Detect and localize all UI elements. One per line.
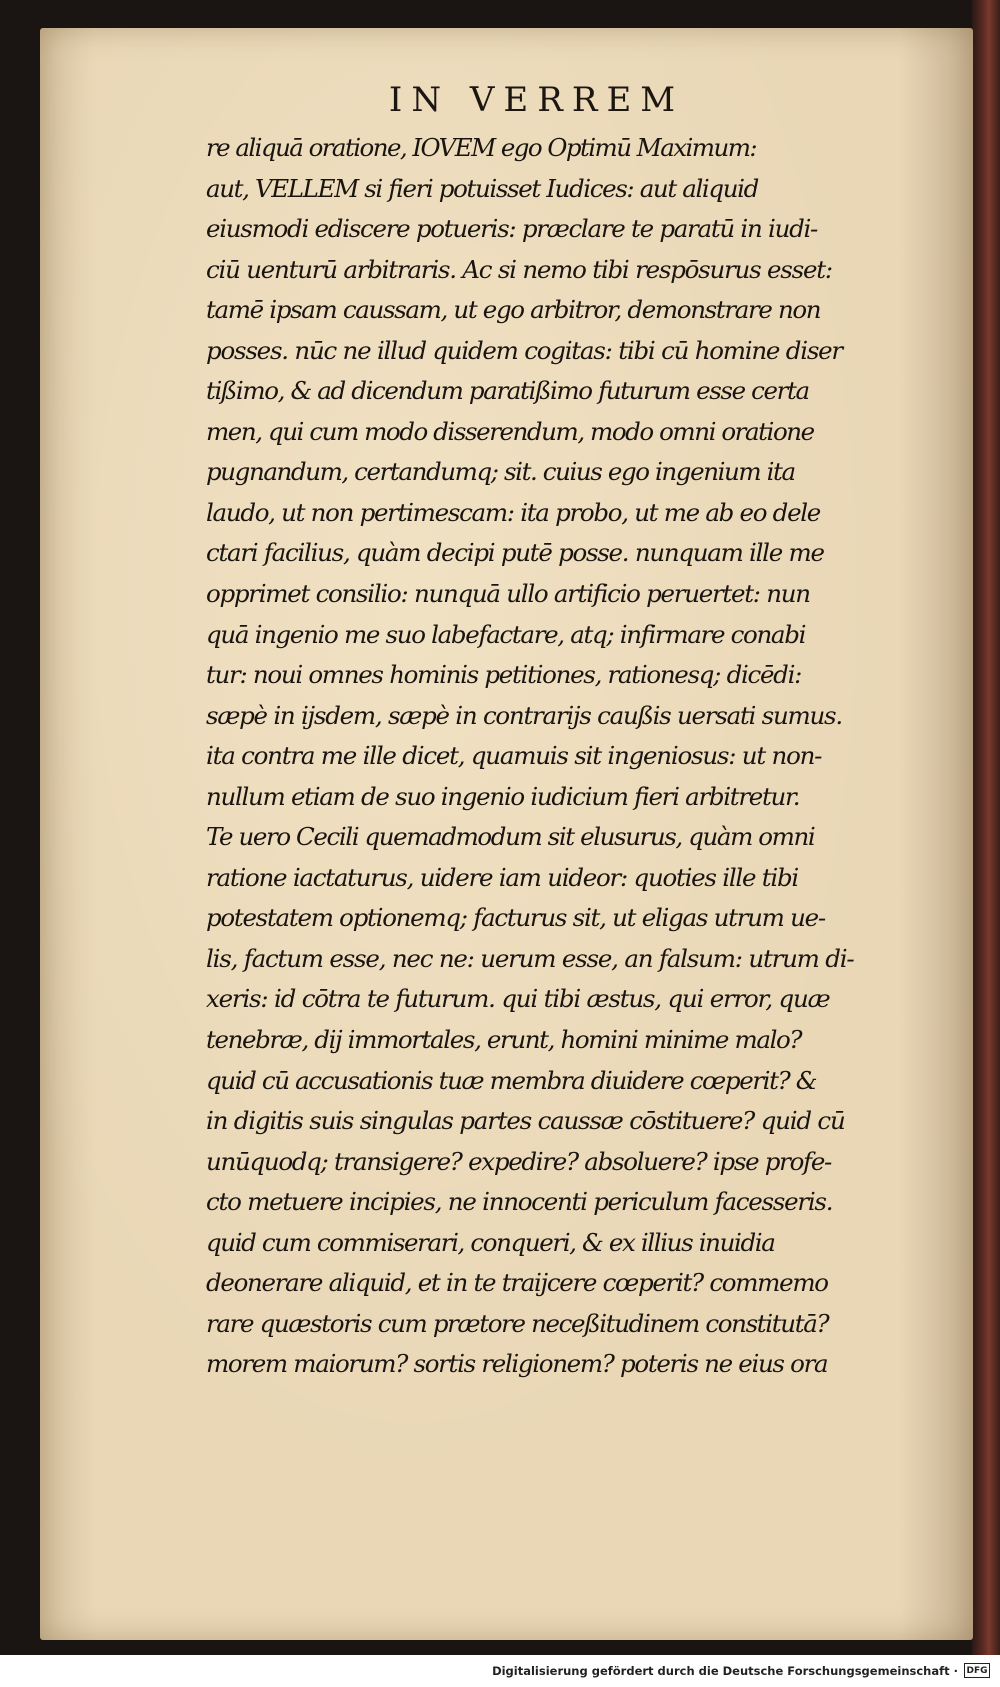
book-page bbox=[40, 28, 973, 1640]
text-line: ita contra me ille dicet, quamuis sit ingeniosus: ut non- bbox=[206, 741, 822, 771]
text-line: xeris: id cōtra te futurum. qui tibi æstus, qui error, quæ bbox=[206, 984, 830, 1014]
text-line: laudo, ut non pertimescam: ita probo, ut me ab eo dele bbox=[206, 497, 821, 527]
text-line: unūquodq; transigere? expedire? absoluere? ipse profe- bbox=[206, 1146, 832, 1176]
footer-bar bbox=[0, 1655, 1000, 1687]
book-binding-edge bbox=[972, 0, 1000, 1655]
text-line: quid cū accusationis tuæ membra diuidere cœperit? & bbox=[206, 1065, 817, 1095]
text-line: ctari facilius, quàm decipi putē posse. nunquam ille me bbox=[206, 538, 824, 568]
text-line: tur: noui omnes hominis petitiones, rationesq; dicēdi: bbox=[206, 660, 802, 690]
text-line: pugnandum, certandumq; sit. cuius ego ingenium ita bbox=[206, 457, 795, 487]
text-line: nullum etiam de suo ingenio iudicium fieri arbitretur. bbox=[206, 781, 800, 811]
text-line: lis, factum esse, nec ne: uerum esse, an falsum: utrum di- bbox=[206, 943, 854, 973]
text-line: quā ingenio me suo labefactare, atq; infirmare conabi bbox=[206, 619, 806, 649]
text-line: quid cum commiserari, conqueri, & ex illius inuidia bbox=[206, 1227, 775, 1257]
text-line: posses. nūc ne illud quidem cogitas: tibi cū homine diser bbox=[206, 335, 842, 365]
text-line: re aliquā oratione, IOVEM ego Optimū Maximum: bbox=[206, 133, 757, 162]
dfg-logo: DFG bbox=[964, 1663, 990, 1678]
text-line: in digitis suis singulas partes caussæ cōstituere? quid cū bbox=[206, 1106, 845, 1136]
text-line: ciū uenturū arbitraris. Ac si nemo tibi respōsurus esset: bbox=[206, 254, 832, 284]
text-line: tamē ipsam caussam, ut ego arbitror, demonstrare non bbox=[206, 295, 821, 325]
text-line: tißimo, & ad dicendum paratißimo futurum esse certa bbox=[206, 376, 809, 406]
text-line: opprimet consilio: nunquā ullo artificio peruertet: nun bbox=[206, 579, 810, 609]
text-line: rare quæstoris cum prætore neceßitudinem constitutā? bbox=[206, 1308, 829, 1338]
text-line: aut, VELLEM si fieri potuisset Iudices: aut aliquid bbox=[206, 173, 758, 203]
text-line: deonerare aliquid, et in te traijcere cœperit? commemo bbox=[206, 1268, 828, 1298]
text-line: eiusmodi ediscere potueris: præclare te paratū in iudi- bbox=[206, 214, 818, 244]
text-line: ratione iactaturus, uidere iam uideor: quoties ille tibi bbox=[206, 862, 799, 892]
text-line: tenebræ, dij immortales, erunt, homini minime malo? bbox=[206, 1025, 802, 1055]
text-line: morem maiorum? sortis religionem? poteris ne eius ora bbox=[206, 1349, 828, 1379]
text-line: Te uero Cecili quemadmodum sit elusurus, quàm omni bbox=[206, 822, 815, 852]
running-head: IN VERREM bbox=[388, 80, 685, 120]
text-line: cto metuere incipies, ne innocenti periculum facesseris. bbox=[206, 1187, 833, 1217]
text-line: potestatem optionemq; facturus sit, ut eligas utrum ue- bbox=[206, 903, 825, 933]
text-line: men, qui cum modo disserendum, modo omni oratione bbox=[206, 416, 814, 446]
text-block bbox=[206, 128, 976, 1385]
footer-credit: Digitalisierung gefördert durch die Deutsche Forschungsgemeinschaft · bbox=[492, 1664, 958, 1678]
text-line: sæpè in ijsdem, sæpè in contrarijs caußis uersati sumus. bbox=[206, 700, 842, 730]
